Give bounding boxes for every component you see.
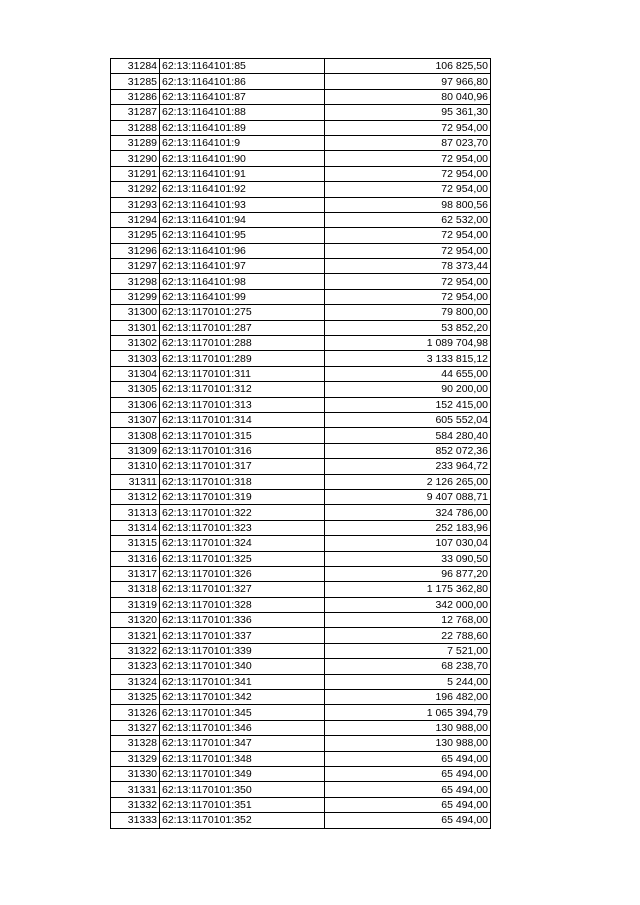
table-row xyxy=(111,74,491,89)
value-cell: 107 030,04 xyxy=(325,536,491,551)
cadastral-number-cell: 62:13:1164101:97 xyxy=(160,259,325,274)
cadastral-number-cell: 62:13:1170101:347 xyxy=(160,736,325,751)
table-row xyxy=(111,736,491,751)
value-cell: 152 415,00 xyxy=(325,397,491,412)
row-number-cell: 31316 xyxy=(111,551,160,566)
value-cell: 22 788,60 xyxy=(325,628,491,643)
table-row xyxy=(111,397,491,412)
cadastral-number-cell: 62:13:1164101:89 xyxy=(160,120,325,135)
row-number-cell: 31313 xyxy=(111,505,160,520)
cadastral-number-cell: 62:13:1170101:289 xyxy=(160,351,325,366)
row-number-cell: 31321 xyxy=(111,628,160,643)
row-number-cell: 31300 xyxy=(111,305,160,320)
cadastral-number-cell: 62:13:1170101:350 xyxy=(160,782,325,797)
table-row xyxy=(111,243,491,258)
row-number-cell: 31327 xyxy=(111,720,160,735)
cadastral-number-cell: 62:13:1170101:348 xyxy=(160,751,325,766)
row-number-cell: 31306 xyxy=(111,397,160,412)
value-cell: 65 494,00 xyxy=(325,797,491,812)
value-cell: 9 407 088,71 xyxy=(325,489,491,504)
value-cell: 96 877,20 xyxy=(325,566,491,581)
value-cell: 342 000,00 xyxy=(325,597,491,612)
cadastral-number-cell: 62:13:1170101:341 xyxy=(160,674,325,689)
cadastral-number-cell: 62:13:1170101:342 xyxy=(160,690,325,705)
row-number-cell: 31326 xyxy=(111,705,160,720)
row-number-cell: 31296 xyxy=(111,243,160,258)
cadastral-number-cell: 62:13:1170101:322 xyxy=(160,505,325,520)
value-cell: 130 988,00 xyxy=(325,736,491,751)
cadastral-number-cell: 62:13:1164101:87 xyxy=(160,89,325,104)
row-number-cell: 31288 xyxy=(111,120,160,135)
cadastral-number-cell: 62:13:1164101:92 xyxy=(160,182,325,197)
table-row xyxy=(111,628,491,643)
cadastral-number-cell: 62:13:1170101:288 xyxy=(160,336,325,351)
value-cell: 852 072,36 xyxy=(325,443,491,458)
value-cell: 130 988,00 xyxy=(325,720,491,735)
cadastral-number-cell: 62:13:1164101:90 xyxy=(160,151,325,166)
value-cell: 79 800,00 xyxy=(325,305,491,320)
cadastral-number-cell: 62:13:1170101:339 xyxy=(160,643,325,658)
table-row xyxy=(111,674,491,689)
cadastral-number-cell: 62:13:1170101:313 xyxy=(160,397,325,412)
value-cell: 65 494,00 xyxy=(325,782,491,797)
value-cell: 7 521,00 xyxy=(325,643,491,658)
value-cell: 605 552,04 xyxy=(325,412,491,427)
cadastral-number-cell: 62:13:1170101:340 xyxy=(160,659,325,674)
table-row xyxy=(111,366,491,381)
value-cell: 5 244,00 xyxy=(325,674,491,689)
table-row xyxy=(111,474,491,489)
row-number-cell: 31307 xyxy=(111,412,160,427)
table-row xyxy=(111,720,491,735)
row-number-cell: 31324 xyxy=(111,674,160,689)
table-row xyxy=(111,489,491,504)
value-cell: 106 825,50 xyxy=(325,59,491,74)
value-cell: 80 040,96 xyxy=(325,89,491,104)
row-number-cell: 31289 xyxy=(111,135,160,150)
table-row xyxy=(111,459,491,474)
value-cell: 72 954,00 xyxy=(325,289,491,304)
value-cell: 252 183,96 xyxy=(325,520,491,535)
value-cell: 1 175 362,80 xyxy=(325,582,491,597)
table-row xyxy=(111,228,491,243)
cadastral-number-cell: 62:13:1164101:85 xyxy=(160,59,325,74)
value-cell: 65 494,00 xyxy=(325,751,491,766)
table-row xyxy=(111,659,491,674)
table-row xyxy=(111,766,491,781)
row-number-cell: 31320 xyxy=(111,613,160,628)
table-row xyxy=(111,566,491,581)
value-cell: 95 361,30 xyxy=(325,105,491,120)
value-cell: 2 126 265,00 xyxy=(325,474,491,489)
row-number-cell: 31310 xyxy=(111,459,160,474)
row-number-cell: 31285 xyxy=(111,74,160,89)
table-row xyxy=(111,336,491,351)
value-cell: 12 768,00 xyxy=(325,613,491,628)
value-cell: 1 065 394,79 xyxy=(325,705,491,720)
row-number-cell: 31317 xyxy=(111,566,160,581)
table-row xyxy=(111,520,491,535)
table-row xyxy=(111,259,491,274)
value-cell: 1 089 704,98 xyxy=(325,336,491,351)
row-number-cell: 31295 xyxy=(111,228,160,243)
cadastral-number-cell: 62:13:1170101:327 xyxy=(160,582,325,597)
value-cell: 584 280,40 xyxy=(325,428,491,443)
row-number-cell: 31284 xyxy=(111,59,160,74)
row-number-cell: 31329 xyxy=(111,751,160,766)
row-number-cell: 31287 xyxy=(111,105,160,120)
cadastral-number-cell: 62:13:1170101:337 xyxy=(160,628,325,643)
table-row xyxy=(111,305,491,320)
table-row xyxy=(111,212,491,227)
row-number-cell: 31333 xyxy=(111,813,160,828)
cadastral-number-cell: 62:13:1164101:9 xyxy=(160,135,325,150)
row-number-cell: 31319 xyxy=(111,597,160,612)
table-row xyxy=(111,320,491,335)
row-number-cell: 31311 xyxy=(111,474,160,489)
cadastral-number-cell: 62:13:1170101:311 xyxy=(160,366,325,381)
value-cell: 97 966,80 xyxy=(325,74,491,89)
cadastral-number-cell: 62:13:1170101:325 xyxy=(160,551,325,566)
row-number-cell: 31305 xyxy=(111,382,160,397)
row-number-cell: 31302 xyxy=(111,336,160,351)
table-row xyxy=(111,443,491,458)
row-number-cell: 31294 xyxy=(111,212,160,227)
value-cell: 33 090,50 xyxy=(325,551,491,566)
table-row xyxy=(111,182,491,197)
table-row xyxy=(111,274,491,289)
cadastral-number-cell: 62:13:1170101:319 xyxy=(160,489,325,504)
value-cell: 72 954,00 xyxy=(325,228,491,243)
cadastral-number-cell: 62:13:1170101:275 xyxy=(160,305,325,320)
value-cell: 62 532,00 xyxy=(325,212,491,227)
table-row xyxy=(111,59,491,74)
value-cell: 72 954,00 xyxy=(325,166,491,181)
cadastral-number-cell: 62:13:1170101:287 xyxy=(160,320,325,335)
row-number-cell: 31304 xyxy=(111,366,160,381)
table-row xyxy=(111,551,491,566)
cadastral-number-cell: 62:13:1164101:96 xyxy=(160,243,325,258)
value-cell: 72 954,00 xyxy=(325,182,491,197)
row-number-cell: 31331 xyxy=(111,782,160,797)
table-row xyxy=(111,289,491,304)
row-number-cell: 31286 xyxy=(111,89,160,104)
cadastral-number-cell: 62:13:1170101:323 xyxy=(160,520,325,535)
value-cell: 72 954,00 xyxy=(325,274,491,289)
cadastral-number-cell: 62:13:1164101:93 xyxy=(160,197,325,212)
row-number-cell: 31303 xyxy=(111,351,160,366)
table-row xyxy=(111,428,491,443)
cadastral-number-cell: 62:13:1170101:317 xyxy=(160,459,325,474)
table-row xyxy=(111,582,491,597)
table-row xyxy=(111,536,491,551)
table-row xyxy=(111,813,491,828)
row-number-cell: 31332 xyxy=(111,797,160,812)
data-table xyxy=(110,58,491,829)
cadastral-number-cell: 62:13:1170101:326 xyxy=(160,566,325,581)
row-number-cell: 31314 xyxy=(111,520,160,535)
row-number-cell: 31291 xyxy=(111,166,160,181)
row-number-cell: 31322 xyxy=(111,643,160,658)
row-number-cell: 31290 xyxy=(111,151,160,166)
row-number-cell: 31328 xyxy=(111,736,160,751)
value-cell: 72 954,00 xyxy=(325,151,491,166)
row-number-cell: 31298 xyxy=(111,274,160,289)
table-row xyxy=(111,351,491,366)
cadastral-number-cell: 62:13:1170101:345 xyxy=(160,705,325,720)
cadastral-number-cell: 62:13:1164101:88 xyxy=(160,105,325,120)
cadastral-number-cell: 62:13:1170101:318 xyxy=(160,474,325,489)
table-row xyxy=(111,797,491,812)
value-cell: 87 023,70 xyxy=(325,135,491,150)
cadastral-number-cell: 62:13:1164101:91 xyxy=(160,166,325,181)
value-cell: 324 786,00 xyxy=(325,505,491,520)
table-row xyxy=(111,151,491,166)
row-number-cell: 31323 xyxy=(111,659,160,674)
value-cell: 90 200,00 xyxy=(325,382,491,397)
cadastral-number-cell: 62:13:1170101:349 xyxy=(160,766,325,781)
table-body xyxy=(111,59,491,829)
row-number-cell: 31292 xyxy=(111,182,160,197)
value-cell: 44 655,00 xyxy=(325,366,491,381)
value-cell: 3 133 815,12 xyxy=(325,351,491,366)
value-cell: 72 954,00 xyxy=(325,120,491,135)
row-number-cell: 31315 xyxy=(111,536,160,551)
cadastral-number-cell: 62:13:1164101:94 xyxy=(160,212,325,227)
cadastral-number-cell: 62:13:1170101:314 xyxy=(160,412,325,427)
table-row xyxy=(111,135,491,150)
value-cell: 196 482,00 xyxy=(325,690,491,705)
table-row xyxy=(111,120,491,135)
row-number-cell: 31309 xyxy=(111,443,160,458)
row-number-cell: 31330 xyxy=(111,766,160,781)
cadastral-number-cell: 62:13:1164101:98 xyxy=(160,274,325,289)
value-cell: 72 954,00 xyxy=(325,243,491,258)
table-row xyxy=(111,412,491,427)
cadastral-number-cell: 62:13:1170101:352 xyxy=(160,813,325,828)
table-row xyxy=(111,505,491,520)
value-cell: 98 800,56 xyxy=(325,197,491,212)
table-row xyxy=(111,643,491,658)
cadastral-number-cell: 62:13:1170101:324 xyxy=(160,536,325,551)
value-cell: 53 852,20 xyxy=(325,320,491,335)
table-row xyxy=(111,751,491,766)
row-number-cell: 31299 xyxy=(111,289,160,304)
value-cell: 65 494,00 xyxy=(325,766,491,781)
row-number-cell: 31293 xyxy=(111,197,160,212)
value-cell: 65 494,00 xyxy=(325,813,491,828)
value-cell: 233 964,72 xyxy=(325,459,491,474)
cadastral-number-cell: 62:13:1170101:315 xyxy=(160,428,325,443)
table-row xyxy=(111,597,491,612)
row-number-cell: 31318 xyxy=(111,582,160,597)
cadastral-number-cell: 62:13:1170101:336 xyxy=(160,613,325,628)
cadastral-number-cell: 62:13:1170101:346 xyxy=(160,720,325,735)
table-row xyxy=(111,782,491,797)
table-row xyxy=(111,89,491,104)
cadastral-number-cell: 62:13:1164101:99 xyxy=(160,289,325,304)
cadastral-number-cell: 62:13:1164101:86 xyxy=(160,74,325,89)
cadastral-number-cell: 62:13:1170101:316 xyxy=(160,443,325,458)
value-cell: 68 238,70 xyxy=(325,659,491,674)
table-row xyxy=(111,382,491,397)
table-row xyxy=(111,197,491,212)
cadastral-number-cell: 62:13:1170101:328 xyxy=(160,597,325,612)
table-row xyxy=(111,166,491,181)
value-cell: 78 373,44 xyxy=(325,259,491,274)
row-number-cell: 31308 xyxy=(111,428,160,443)
table-row xyxy=(111,613,491,628)
table-row xyxy=(111,690,491,705)
cadastral-number-cell: 62:13:1170101:351 xyxy=(160,797,325,812)
cadastral-number-cell: 62:13:1164101:95 xyxy=(160,228,325,243)
cadastral-number-cell: 62:13:1170101:312 xyxy=(160,382,325,397)
row-number-cell: 31312 xyxy=(111,489,160,504)
table-row xyxy=(111,705,491,720)
row-number-cell: 31297 xyxy=(111,259,160,274)
table-row xyxy=(111,105,491,120)
row-number-cell: 31301 xyxy=(111,320,160,335)
row-number-cell: 31325 xyxy=(111,690,160,705)
